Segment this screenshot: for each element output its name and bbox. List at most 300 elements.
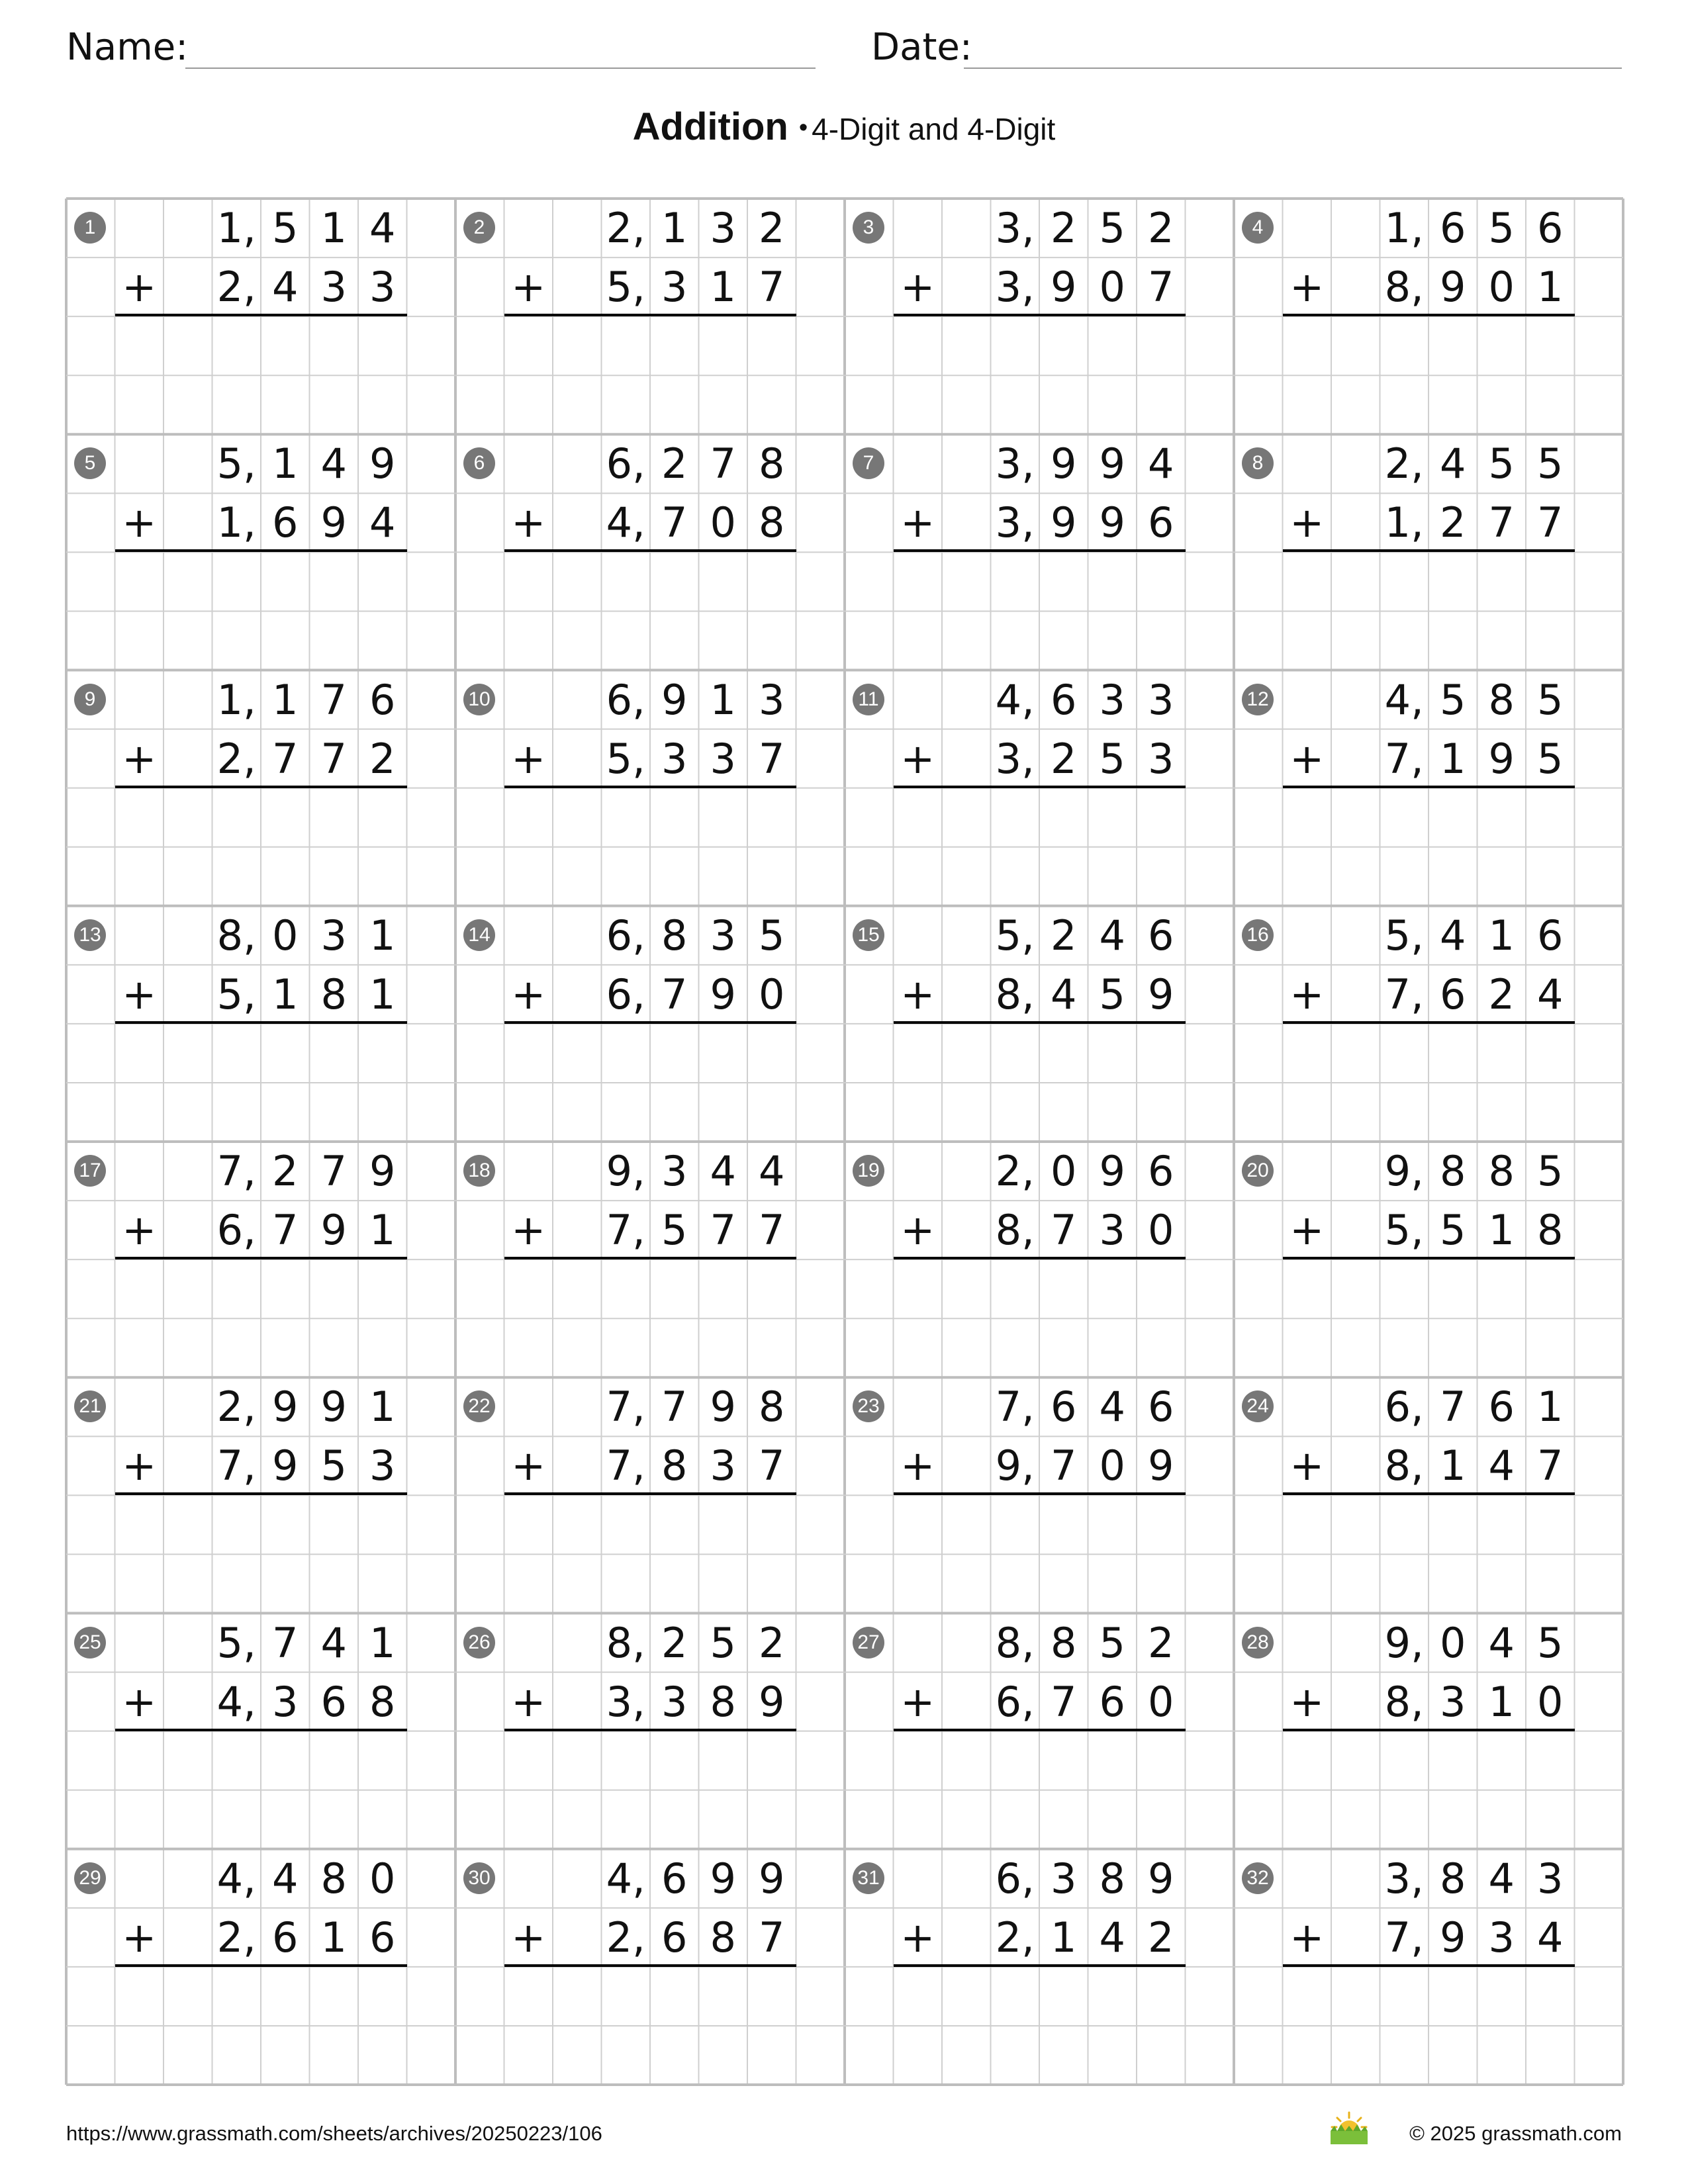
addend-bottom-digit: 1	[320, 1913, 347, 1962]
addend-bottom-digit: 6,	[995, 1677, 1035, 1726]
plus-sign: +	[1289, 970, 1325, 1019]
addend-bottom-digit: 1	[1488, 1677, 1515, 1726]
addend-top-digit: 2	[272, 1147, 299, 1195]
addend-bottom-digit: 7,	[1384, 970, 1424, 1019]
addend-bottom-digit: 1	[710, 263, 736, 312]
addend-bottom-digit: 2	[1148, 1913, 1174, 1962]
addend-top-digit: 1,	[1384, 204, 1424, 252]
answer-area[interactable]	[1283, 1259, 1575, 1377]
addend-top-digit: 9,	[1384, 1618, 1424, 1667]
addend-top-digit: 8	[1051, 1618, 1077, 1667]
addend-bottom-digit: 6	[661, 1913, 688, 1962]
plus-sign: +	[122, 734, 157, 783]
addend-bottom-digit: 6	[1440, 970, 1466, 1019]
addend-top-digit: 5	[272, 204, 299, 252]
addend-bottom-digit: 7	[1488, 498, 1515, 547]
answer-area[interactable]	[504, 788, 796, 906]
plus-sign: +	[900, 1441, 935, 1490]
addend-bottom-digit: 0	[1148, 1677, 1174, 1726]
addend-top-digit: 5	[1537, 675, 1564, 724]
answer-area[interactable]	[504, 316, 796, 434]
addend-top-digit: 8,	[995, 1618, 1035, 1667]
addend-top-digit: 5,	[216, 439, 256, 488]
addend-top-digit: 7,	[606, 1383, 645, 1432]
addend-bottom-digit: 6	[272, 498, 299, 547]
addend-bottom-digit: 5	[320, 1441, 347, 1490]
addend-top-digit: 0	[369, 1854, 396, 1903]
addend-top-digit: 9,	[1384, 1147, 1424, 1195]
addend-bottom-digit: 8	[369, 1677, 396, 1726]
addend-top-digit: 3	[710, 911, 736, 960]
addend-top-digit: 5,	[1384, 911, 1424, 960]
addend-bottom-digit: 7	[1537, 1441, 1564, 1490]
addend-top-digit: 4,	[606, 1854, 645, 1903]
name-label: Name:	[66, 26, 189, 69]
addend-bottom-digit: 6,	[606, 970, 645, 1019]
addend-bottom-digit: 8,	[995, 1206, 1035, 1255]
answer-area[interactable]	[894, 1259, 1186, 1377]
plus-sign: +	[1289, 1206, 1325, 1255]
plus-sign: +	[511, 263, 546, 312]
addend-bottom-digit: 3	[320, 263, 347, 312]
addend-bottom-digit: 0	[1148, 1206, 1174, 1255]
answer-area[interactable]	[1283, 1731, 1575, 1849]
addend-bottom-digit: 7	[759, 263, 785, 312]
addend-bottom-digit: 3	[661, 263, 688, 312]
addend-bottom-digit: 0	[759, 970, 785, 1019]
problem-number-badge: 1	[74, 212, 106, 244]
plus-sign: +	[511, 498, 546, 547]
addend-top-digit: 6	[1148, 1147, 1174, 1195]
addend-top-digit: 1	[1537, 1383, 1564, 1432]
addend-top-digit: 7	[272, 1618, 299, 1667]
addend-bottom-digit: 7,	[1384, 734, 1424, 783]
addend-bottom-digit: 7	[759, 734, 785, 783]
addend-top-digit: 5	[1099, 204, 1125, 252]
plus-sign: +	[511, 1913, 546, 1962]
answer-area[interactable]	[504, 1967, 796, 2085]
addend-bottom-digit: 4,	[606, 498, 645, 547]
addend-top-digit: 5	[1099, 1618, 1125, 1667]
plus-sign: +	[900, 498, 935, 547]
addend-bottom-digit: 0	[1099, 263, 1125, 312]
addend-top-digit: 5	[759, 911, 785, 960]
addend-bottom-digit: 4	[272, 263, 299, 312]
addend-top-digit: 9	[661, 675, 688, 724]
addend-top-digit: 9	[710, 1854, 736, 1903]
problem-number-badge: 21	[74, 1390, 106, 1422]
addend-bottom-digit: 6	[369, 1913, 396, 1962]
addend-top-digit: 3,	[995, 439, 1035, 488]
plus-sign: +	[122, 1677, 157, 1726]
addend-top-digit: 2,	[216, 1383, 256, 1432]
plus-sign: +	[122, 970, 157, 1019]
addend-bottom-digit: 8	[759, 498, 785, 547]
problem-number-badge: 13	[74, 919, 106, 951]
answer-area[interactable]	[504, 1024, 796, 1142]
plus-sign: +	[1289, 263, 1325, 312]
addend-top-digit: 6	[1148, 911, 1174, 960]
addend-top-digit: 5	[1488, 439, 1515, 488]
plus-sign: +	[1289, 1913, 1325, 1962]
addend-top-digit: 7,	[216, 1147, 256, 1195]
answer-area[interactable]	[894, 552, 1186, 670]
answer-area[interactable]	[894, 1495, 1186, 1613]
problem-number-badge: 17	[74, 1155, 106, 1187]
addend-top-digit: 4,	[1384, 675, 1424, 724]
addend-bottom-digit: 5,	[606, 734, 645, 783]
addend-bottom-digit: 8,	[1384, 1677, 1424, 1726]
addend-top-digit: 2	[1148, 204, 1174, 252]
answer-area[interactable]	[894, 1967, 1186, 2085]
addend-top-digit: 7	[1440, 1383, 1466, 1432]
addend-bottom-digit: 9,	[995, 1441, 1035, 1490]
addend-top-digit: 3	[1051, 1854, 1077, 1903]
addend-top-digit: 9	[320, 1383, 347, 1432]
addend-bottom-digit: 7	[661, 498, 688, 547]
addend-top-digit: 5,	[995, 911, 1035, 960]
title-separator: •	[798, 114, 808, 142]
addend-top-digit: 5	[1488, 204, 1515, 252]
addend-bottom-digit: 7,	[216, 1441, 256, 1490]
addend-top-digit: 3	[710, 204, 736, 252]
addend-top-digit: 1,	[216, 675, 256, 724]
addend-bottom-digit: 7	[320, 734, 347, 783]
problem-number-badge: 3	[853, 212, 884, 244]
addend-top-digit: 7	[661, 1383, 688, 1432]
addend-bottom-digit: 5	[661, 1206, 688, 1255]
addend-top-digit: 4	[1099, 1383, 1125, 1432]
addend-bottom-digit: 7,	[606, 1441, 645, 1490]
addend-bottom-digit: 5,	[1384, 1206, 1424, 1255]
answer-area[interactable]	[1283, 1495, 1575, 1613]
problem-number-badge: 26	[463, 1627, 495, 1659]
addend-bottom-digit: 1	[1440, 1441, 1466, 1490]
addend-top-digit: 7	[320, 1147, 347, 1195]
addend-top-digit: 1	[710, 675, 736, 724]
addend-top-digit: 4	[1488, 1854, 1515, 1903]
addend-top-digit: 6	[1537, 204, 1564, 252]
addend-bottom-digit: 4	[1051, 970, 1077, 1019]
addend-bottom-digit: 8	[710, 1677, 736, 1726]
addend-top-digit: 3	[1537, 1854, 1564, 1903]
addend-bottom-digit: 3	[369, 263, 396, 312]
problem-number-badge: 23	[853, 1390, 884, 1422]
answer-area[interactable]	[115, 1495, 407, 1613]
addend-top-digit: 7	[320, 675, 347, 724]
addend-top-digit: 9	[759, 1854, 785, 1903]
addend-top-digit: 4	[1488, 1618, 1515, 1667]
addend-top-digit: 4	[710, 1147, 736, 1195]
addend-bottom-digit: 6	[1148, 498, 1174, 547]
addend-top-digit: 0	[1051, 1147, 1077, 1195]
problem-number-badge: 9	[74, 684, 106, 715]
addend-bottom-digit: 5	[1440, 1206, 1466, 1255]
addend-top-digit: 6	[1148, 1383, 1174, 1432]
addend-bottom-digit: 1	[1440, 734, 1466, 783]
problem-number-badge: 7	[853, 447, 884, 479]
footer-url: https://www.grassmath.com/sheets/archives/20250223/106	[66, 2122, 602, 2145]
plus-sign: +	[1289, 498, 1325, 547]
addend-top-digit: 4	[1099, 911, 1125, 960]
addend-bottom-digit: 8	[661, 1441, 688, 1490]
answer-area[interactable]	[115, 552, 407, 670]
addend-bottom-digit: 3	[272, 1677, 299, 1726]
addend-top-digit: 9	[369, 439, 396, 488]
addend-bottom-digit: 4	[1488, 1441, 1515, 1490]
answer-area[interactable]	[1283, 552, 1575, 670]
addend-top-digit: 6,	[606, 911, 645, 960]
addend-bottom-digit: 3	[661, 734, 688, 783]
addend-top-digit: 2,	[1384, 439, 1424, 488]
addend-top-digit: 6,	[1384, 1383, 1424, 1432]
addend-top-digit: 8	[320, 1854, 347, 1903]
problem-number-badge: 5	[74, 447, 106, 479]
addend-top-digit: 1	[369, 1618, 396, 1667]
addend-bottom-digit: 2	[1440, 498, 1466, 547]
addend-bottom-digit: 7	[1051, 1206, 1077, 1255]
addend-bottom-digit: 9	[272, 1441, 299, 1490]
addend-bottom-digit: 1	[1051, 1913, 1077, 1962]
addend-top-digit: 6,	[995, 1854, 1035, 1903]
addend-top-digit: 1	[1488, 911, 1515, 960]
addend-top-digit: 2	[661, 439, 688, 488]
addend-top-digit: 1	[272, 439, 299, 488]
addend-top-digit: 8	[661, 911, 688, 960]
addend-bottom-digit: 5	[1099, 734, 1125, 783]
addend-top-digit: 6	[661, 1854, 688, 1903]
problem-number-badge: 24	[1242, 1390, 1274, 1422]
plus-sign: +	[900, 1913, 935, 1962]
footer-copyright: © 2025 grassmath.com	[1409, 2122, 1622, 2145]
addend-top-digit: 4	[1440, 439, 1466, 488]
addend-bottom-digit: 6	[320, 1677, 347, 1726]
addend-top-digit: 8	[1488, 675, 1515, 724]
addend-bottom-digit: 9	[320, 1206, 347, 1255]
addend-bottom-digit: 2,	[216, 734, 256, 783]
problem-number-badge: 29	[74, 1862, 106, 1894]
answer-area[interactable]	[1283, 1024, 1575, 1142]
plus-sign: +	[900, 734, 935, 783]
addend-bottom-digit: 6	[1099, 1677, 1125, 1726]
addend-bottom-digit: 8,	[1384, 1441, 1424, 1490]
addend-bottom-digit: 7	[1537, 498, 1564, 547]
addend-bottom-digit: 2	[1051, 734, 1077, 783]
addend-top-digit: 6,	[606, 675, 645, 724]
addend-top-digit: 9	[369, 1147, 396, 1195]
addend-bottom-digit: 2,	[995, 1913, 1035, 1962]
addend-bottom-digit: 1	[1537, 263, 1564, 312]
addend-bottom-digit: 7	[661, 970, 688, 1019]
answer-area[interactable]	[115, 1024, 407, 1142]
plus-sign: +	[1289, 734, 1325, 783]
addend-bottom-digit: 9	[1148, 970, 1174, 1019]
addend-bottom-digit: 1,	[216, 498, 256, 547]
addend-top-digit: 1	[661, 204, 688, 252]
plus-sign: +	[511, 970, 546, 1019]
addend-bottom-digit: 7	[759, 1206, 785, 1255]
addend-top-digit: 3,	[1384, 1854, 1424, 1903]
answer-area[interactable]	[1283, 1967, 1575, 2085]
addend-top-digit: 3	[661, 1147, 688, 1195]
addend-bottom-digit: 3	[369, 1441, 396, 1490]
addend-bottom-digit: 3	[661, 1677, 688, 1726]
addend-top-digit: 2	[759, 1618, 785, 1667]
addend-bottom-digit: 3,	[995, 498, 1035, 547]
addend-top-digit: 4,	[216, 1854, 256, 1903]
addend-top-digit: 1	[272, 675, 299, 724]
addend-bottom-digit: 1	[1488, 1206, 1515, 1255]
addend-bottom-digit: 4	[1099, 1913, 1125, 1962]
problem-number-badge: 32	[1242, 1862, 1274, 1894]
addend-top-digit: 2	[759, 204, 785, 252]
answer-area[interactable]	[504, 1259, 796, 1377]
addend-bottom-digit: 9	[1099, 498, 1125, 547]
problem-number-badge: 10	[463, 684, 495, 715]
addend-top-digit: 3	[1148, 675, 1174, 724]
plus-sign: +	[900, 263, 935, 312]
addend-top-digit: 4	[759, 1147, 785, 1195]
answer-area[interactable]	[115, 1967, 407, 2085]
addend-top-digit: 3	[320, 911, 347, 960]
answer-area[interactable]	[115, 1731, 407, 1849]
plus-sign: +	[511, 1677, 546, 1726]
answer-area[interactable]	[504, 1495, 796, 1613]
addend-bottom-digit: 2,	[216, 263, 256, 312]
addend-bottom-digit: 6	[272, 1913, 299, 1962]
addend-top-digit: 6	[369, 675, 396, 724]
problem-number-badge: 31	[853, 1862, 884, 1894]
plus-sign: +	[122, 263, 157, 312]
addend-top-digit: 2	[1051, 204, 1077, 252]
problem-number-badge: 25	[74, 1627, 106, 1659]
addend-top-digit: 8,	[606, 1618, 645, 1667]
sunrise-grass-logo-icon	[1328, 2110, 1370, 2147]
addend-top-digit: 4	[1440, 911, 1466, 960]
answer-area[interactable]	[894, 316, 1186, 434]
problem-number-badge: 30	[463, 1862, 495, 1894]
addend-top-digit: 1,	[216, 204, 256, 252]
addend-bottom-digit: 1	[369, 1206, 396, 1255]
addend-top-digit: 9	[272, 1383, 299, 1432]
addend-bottom-digit: 9	[759, 1677, 785, 1726]
answer-area[interactable]	[1283, 316, 1575, 434]
plus-sign: +	[122, 1441, 157, 1490]
addend-bottom-digit: 3	[1148, 734, 1174, 783]
problem-number-badge: 4	[1242, 212, 1274, 244]
answer-area[interactable]	[504, 1731, 796, 1849]
plus-sign: +	[122, 498, 157, 547]
problem-number-badge: 20	[1242, 1155, 1274, 1187]
addend-top-digit: 2,	[995, 1147, 1035, 1195]
addend-top-digit: 4	[272, 1854, 299, 1903]
addend-bottom-digit: 7	[759, 1441, 785, 1490]
addend-top-digit: 0	[272, 911, 299, 960]
addend-bottom-digit: 3,	[995, 734, 1035, 783]
answer-area[interactable]	[504, 552, 796, 670]
addend-top-digit: 9	[1051, 439, 1077, 488]
date-label: Date:	[871, 26, 972, 69]
addend-top-digit: 9	[1099, 1147, 1125, 1195]
addend-bottom-digit: 8,	[995, 970, 1035, 1019]
problem-number-badge: 19	[853, 1155, 884, 1187]
addend-bottom-digit: 3	[1440, 1677, 1466, 1726]
addend-top-digit: 9	[1099, 439, 1125, 488]
problem-number-badge: 27	[853, 1627, 884, 1659]
addend-bottom-digit: 9	[1148, 1441, 1174, 1490]
title-subtitle: 4-Digit and 4-Digit	[812, 112, 1056, 146]
addend-bottom-digit: 7	[1051, 1677, 1077, 1726]
addend-top-digit: 5	[1537, 439, 1564, 488]
addend-bottom-digit: 0	[1537, 1677, 1564, 1726]
addend-top-digit: 0	[1440, 1618, 1466, 1667]
addend-bottom-digit: 0	[1488, 263, 1515, 312]
addend-bottom-digit: 1	[369, 970, 396, 1019]
addend-bottom-digit: 0	[710, 498, 736, 547]
addend-bottom-digit: 3	[1488, 1913, 1515, 1962]
answer-area[interactable]	[894, 1024, 1186, 1142]
answer-area[interactable]	[894, 788, 1186, 906]
plus-sign: +	[511, 1441, 546, 1490]
addend-bottom-digit: 2	[1488, 970, 1515, 1019]
addend-top-digit: 6	[1051, 1383, 1077, 1432]
addend-top-digit: 5,	[216, 1618, 256, 1667]
addend-bottom-digit: 5	[1099, 970, 1125, 1019]
addend-top-digit: 3	[759, 675, 785, 724]
addend-bottom-digit: 7	[1148, 263, 1174, 312]
addend-bottom-digit: 3	[710, 734, 736, 783]
addend-bottom-digit: 7	[272, 734, 299, 783]
addend-bottom-digit: 9	[1488, 734, 1515, 783]
addend-top-digit: 5	[1440, 675, 1466, 724]
plus-sign: +	[122, 1206, 157, 1255]
addend-bottom-digit: 7,	[606, 1206, 645, 1255]
addend-bottom-digit: 7,	[1384, 1913, 1424, 1962]
addend-bottom-digit: 8	[320, 970, 347, 1019]
addend-bottom-digit: 2,	[606, 1913, 645, 1962]
addend-bottom-digit: 1	[272, 970, 299, 1019]
answer-area[interactable]	[1283, 788, 1575, 906]
plus-sign: +	[1289, 1441, 1325, 1490]
addend-bottom-digit: 7	[1051, 1441, 1077, 1490]
addend-top-digit: 1	[369, 911, 396, 960]
answer-area[interactable]	[115, 788, 407, 906]
addend-top-digit: 3	[1099, 675, 1125, 724]
addend-top-digit: 6,	[606, 439, 645, 488]
addend-top-digit: 1	[320, 204, 347, 252]
addend-top-digit: 3,	[995, 204, 1035, 252]
plus-sign: +	[511, 734, 546, 783]
problem-number-badge: 12	[1242, 684, 1274, 715]
plus-sign: +	[900, 1206, 935, 1255]
addend-bottom-digit: 1,	[1384, 498, 1424, 547]
addend-bottom-digit: 3	[1099, 1206, 1125, 1255]
answer-area[interactable]	[894, 1731, 1186, 1849]
answer-area[interactable]	[115, 316, 407, 434]
addend-bottom-digit: 9	[1440, 263, 1466, 312]
addend-bottom-digit: 9	[1440, 1913, 1466, 1962]
addend-top-digit: 2	[661, 1618, 688, 1667]
addend-top-digit: 4	[320, 1618, 347, 1667]
addend-top-digit: 6	[1440, 204, 1466, 252]
problem-number-badge: 15	[853, 919, 884, 951]
addend-bottom-digit: 4	[369, 498, 396, 547]
plus-sign: +	[511, 1206, 546, 1255]
problem-number-badge: 22	[463, 1390, 495, 1422]
answer-area[interactable]	[115, 1259, 407, 1377]
addend-bottom-digit: 2	[369, 734, 396, 783]
addend-top-digit: 2	[1148, 1618, 1174, 1667]
